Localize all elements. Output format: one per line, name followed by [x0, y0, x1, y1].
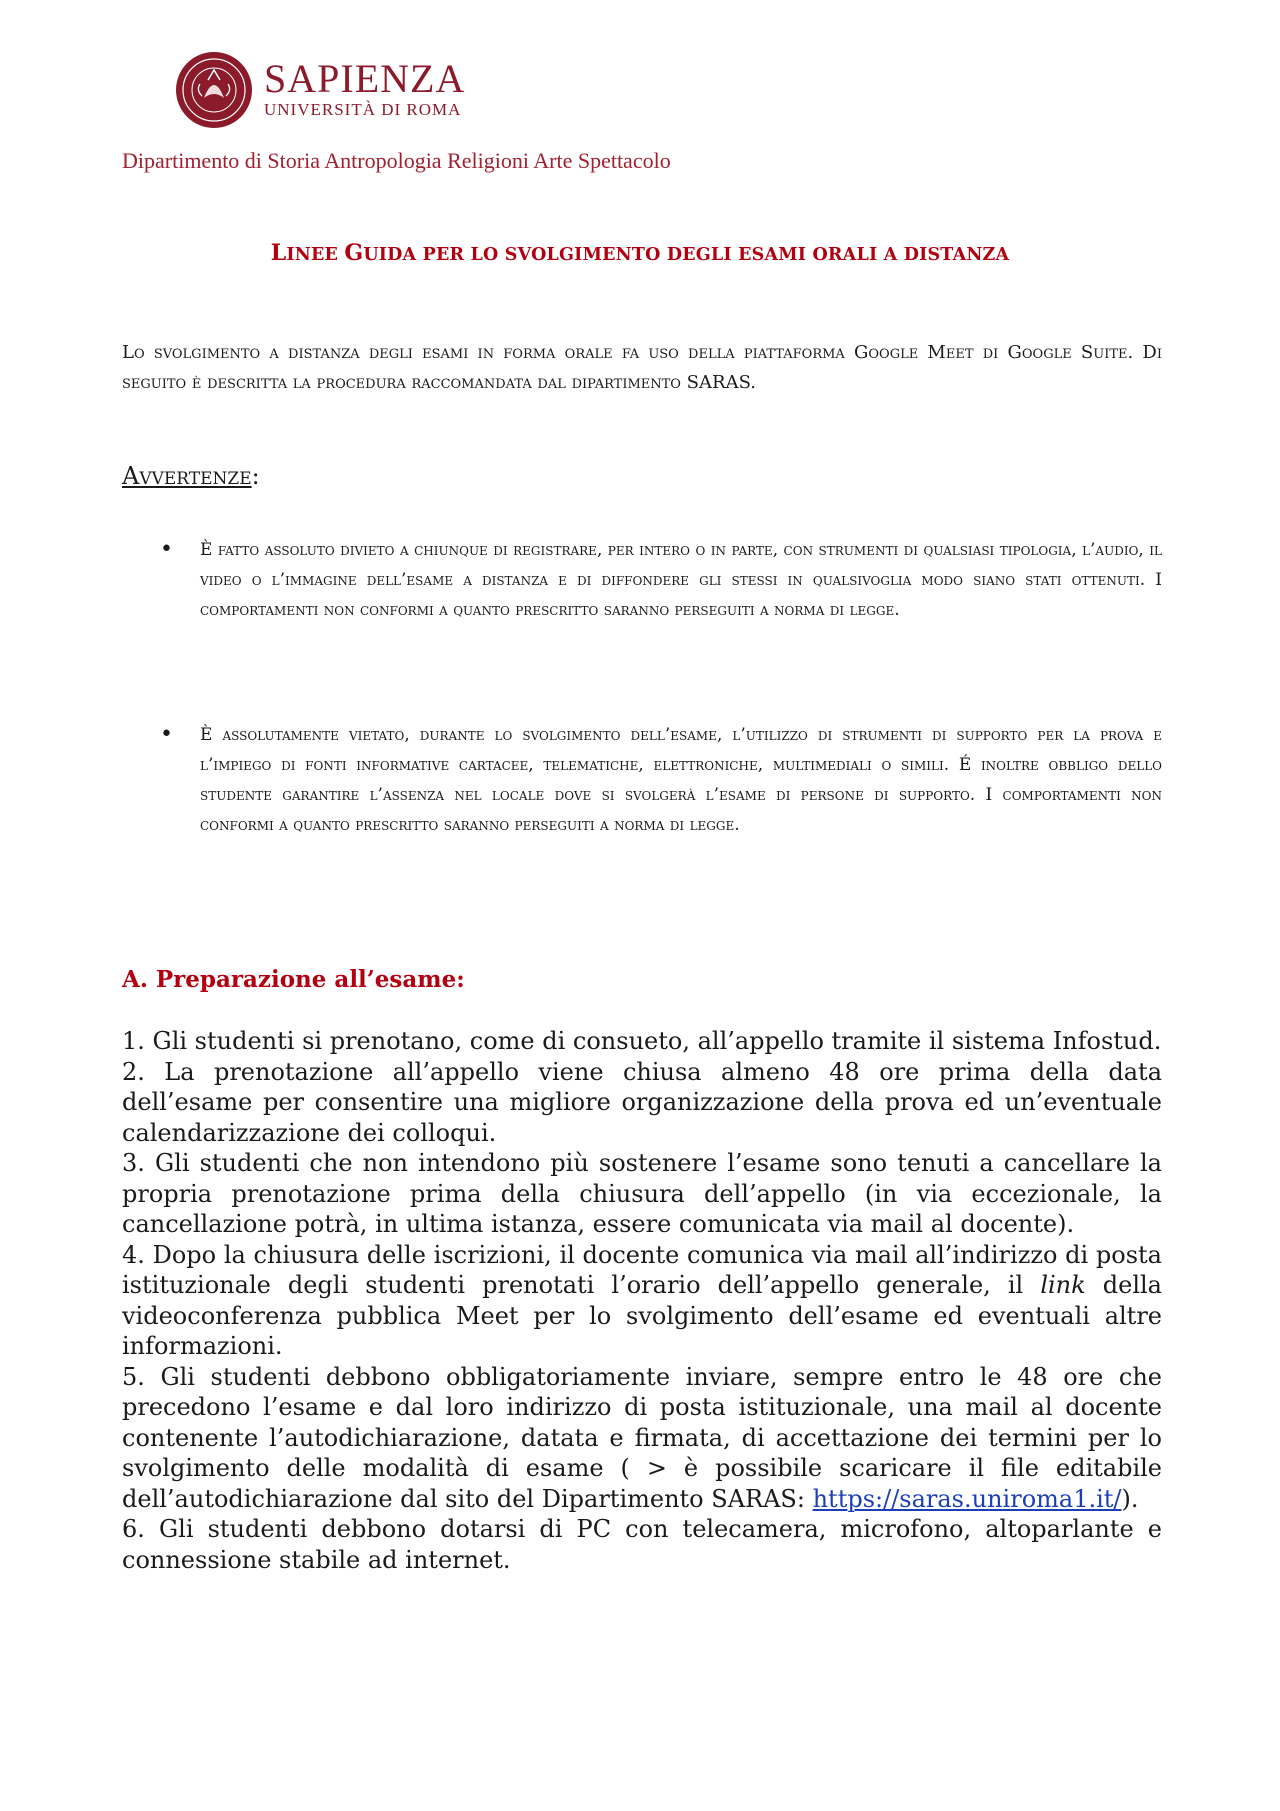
- avvertenze-colon: :: [251, 462, 260, 490]
- title-word-2: UIDA PER LO SVOLGIMENTO DEGLI ESAMI ORALI A DISTANZA: [363, 245, 1010, 265]
- warning-bullet: [160, 535, 1162, 625]
- warning-text: È assolutamente vietato, durante lo svolgimento dell’esame, l’utilizzo di strumenti di supporto per la prova e l’impiego di fonti informative cartacee, telematiche, elettroniche, multimediali o simili. É inoltre obbligo dello studente garantire l’assenza nel locale dove si svolgerà l’esame di persone di supporto. I comportamenti non conformi a quanto prescritto saranno perseguiti a norma di legge.: [200, 725, 1162, 835]
- section-a-heading: A. Preparazione all’esame:: [122, 966, 465, 993]
- sapienza-seal-icon: [174, 50, 254, 130]
- avvertenze-heading: [122, 462, 260, 490]
- warning-text: È fatto assoluto divieto a chiunque di registrare, per intero o in parte, con strumenti di qualsiasi tipologia, l’audio, il video o l’immagine dell’esame a distanza e di diffondere gli stessi in qualsivoglia modo siano stati ottenuti. I comportamenti non conformi a quanto prescritto saranno perseguiti a norma di legge.: [200, 540, 1162, 620]
- item-5-text-b: ).: [1121, 1484, 1139, 1513]
- list-item: [122, 1240, 1162, 1362]
- saras-website-link[interactable]: https://saras.uniroma1.it/: [812, 1484, 1122, 1513]
- avvertenze-label: Avvertenze: [122, 462, 252, 490]
- item-4-text-a: 4. Dopo la chiusura delle iscrizioni, il docente comunica via mail all’indirizzo di posta istituzionale degli studenti prenotati l’orario dell’appello generale, il: [122, 1240, 1162, 1299]
- sapienza-logo: [174, 50, 465, 130]
- link-word: link: [1040, 1271, 1086, 1299]
- item-4-text-b: della videoconferenza pubblica Meet per lo svolgimento dell’esame ed eventuali altre informazioni.: [122, 1271, 1162, 1360]
- intro-paragraph: Lo svolgimento a distanza degli esami in forma orale fa uso della piattaforma Google Meet di Google Suite. Di seguito è descritta la procedura raccomandata dal dipartimento SARAS.: [122, 342, 1162, 393]
- list-item: 1. Gli studenti si prenotano, come di consueto, all’appello tramite il sistema Infostud.: [122, 1027, 1162, 1055]
- list-item: 6. Gli studenti debbono dotarsi di PC con telecamera, microfono, altoparlante e connessione stabile ad internet.: [122, 1515, 1162, 1574]
- title-initial-l: L: [270, 240, 287, 266]
- list-item: 3. Gli studenti che non intendono più sostenere l’esame sono tenuti a cancellare la propria prenotazione prima della chiusura dell’appello (in via eccezionale, la cancellazione potrà, in ultima istanza, essere comunicata via mail al docente).: [122, 1149, 1162, 1238]
- bullet-icon: •: [160, 537, 173, 562]
- item-5-text-a: 5. Gli studenti debbono obbligatoriamente inviare, sempre entro le 48 ore che precedono l’esame e dal loro indirizzo di posta istituzionale, una mail al docente contenente l’autodichiarazione, datata e firmata, di accettazione dei termini per lo svolgimento delle modalità di esame ( > è possibile scaricare il file editabile dell’autodichiarazione dal sito del Dipartimento SARAS:: [122, 1362, 1162, 1513]
- title-initial-g: G: [344, 240, 364, 266]
- bullet-icon: •: [160, 722, 173, 747]
- page-title: [122, 240, 1158, 266]
- list-item: 2. La prenotazione all’appello viene chiusa almeno 48 ore prima della data dell’esame per consentire una migliore organizzazione della prova ed un’eventuale calendarizzazione dei colloqui.: [122, 1057, 1162, 1147]
- section-a-body: [122, 1026, 1162, 1575]
- logo-name: SAPIENZA: [264, 56, 466, 101]
- department-name: Dipartimento di Storia Antropologia Religioni Arte Spettacolo: [122, 148, 671, 173]
- list-item: [122, 1362, 1162, 1515]
- logo-subtitle: UNIVERSITÀ DI ROMA: [264, 100, 462, 119]
- title-word-1: INEE: [286, 245, 345, 265]
- warning-bullet: [160, 720, 1162, 840]
